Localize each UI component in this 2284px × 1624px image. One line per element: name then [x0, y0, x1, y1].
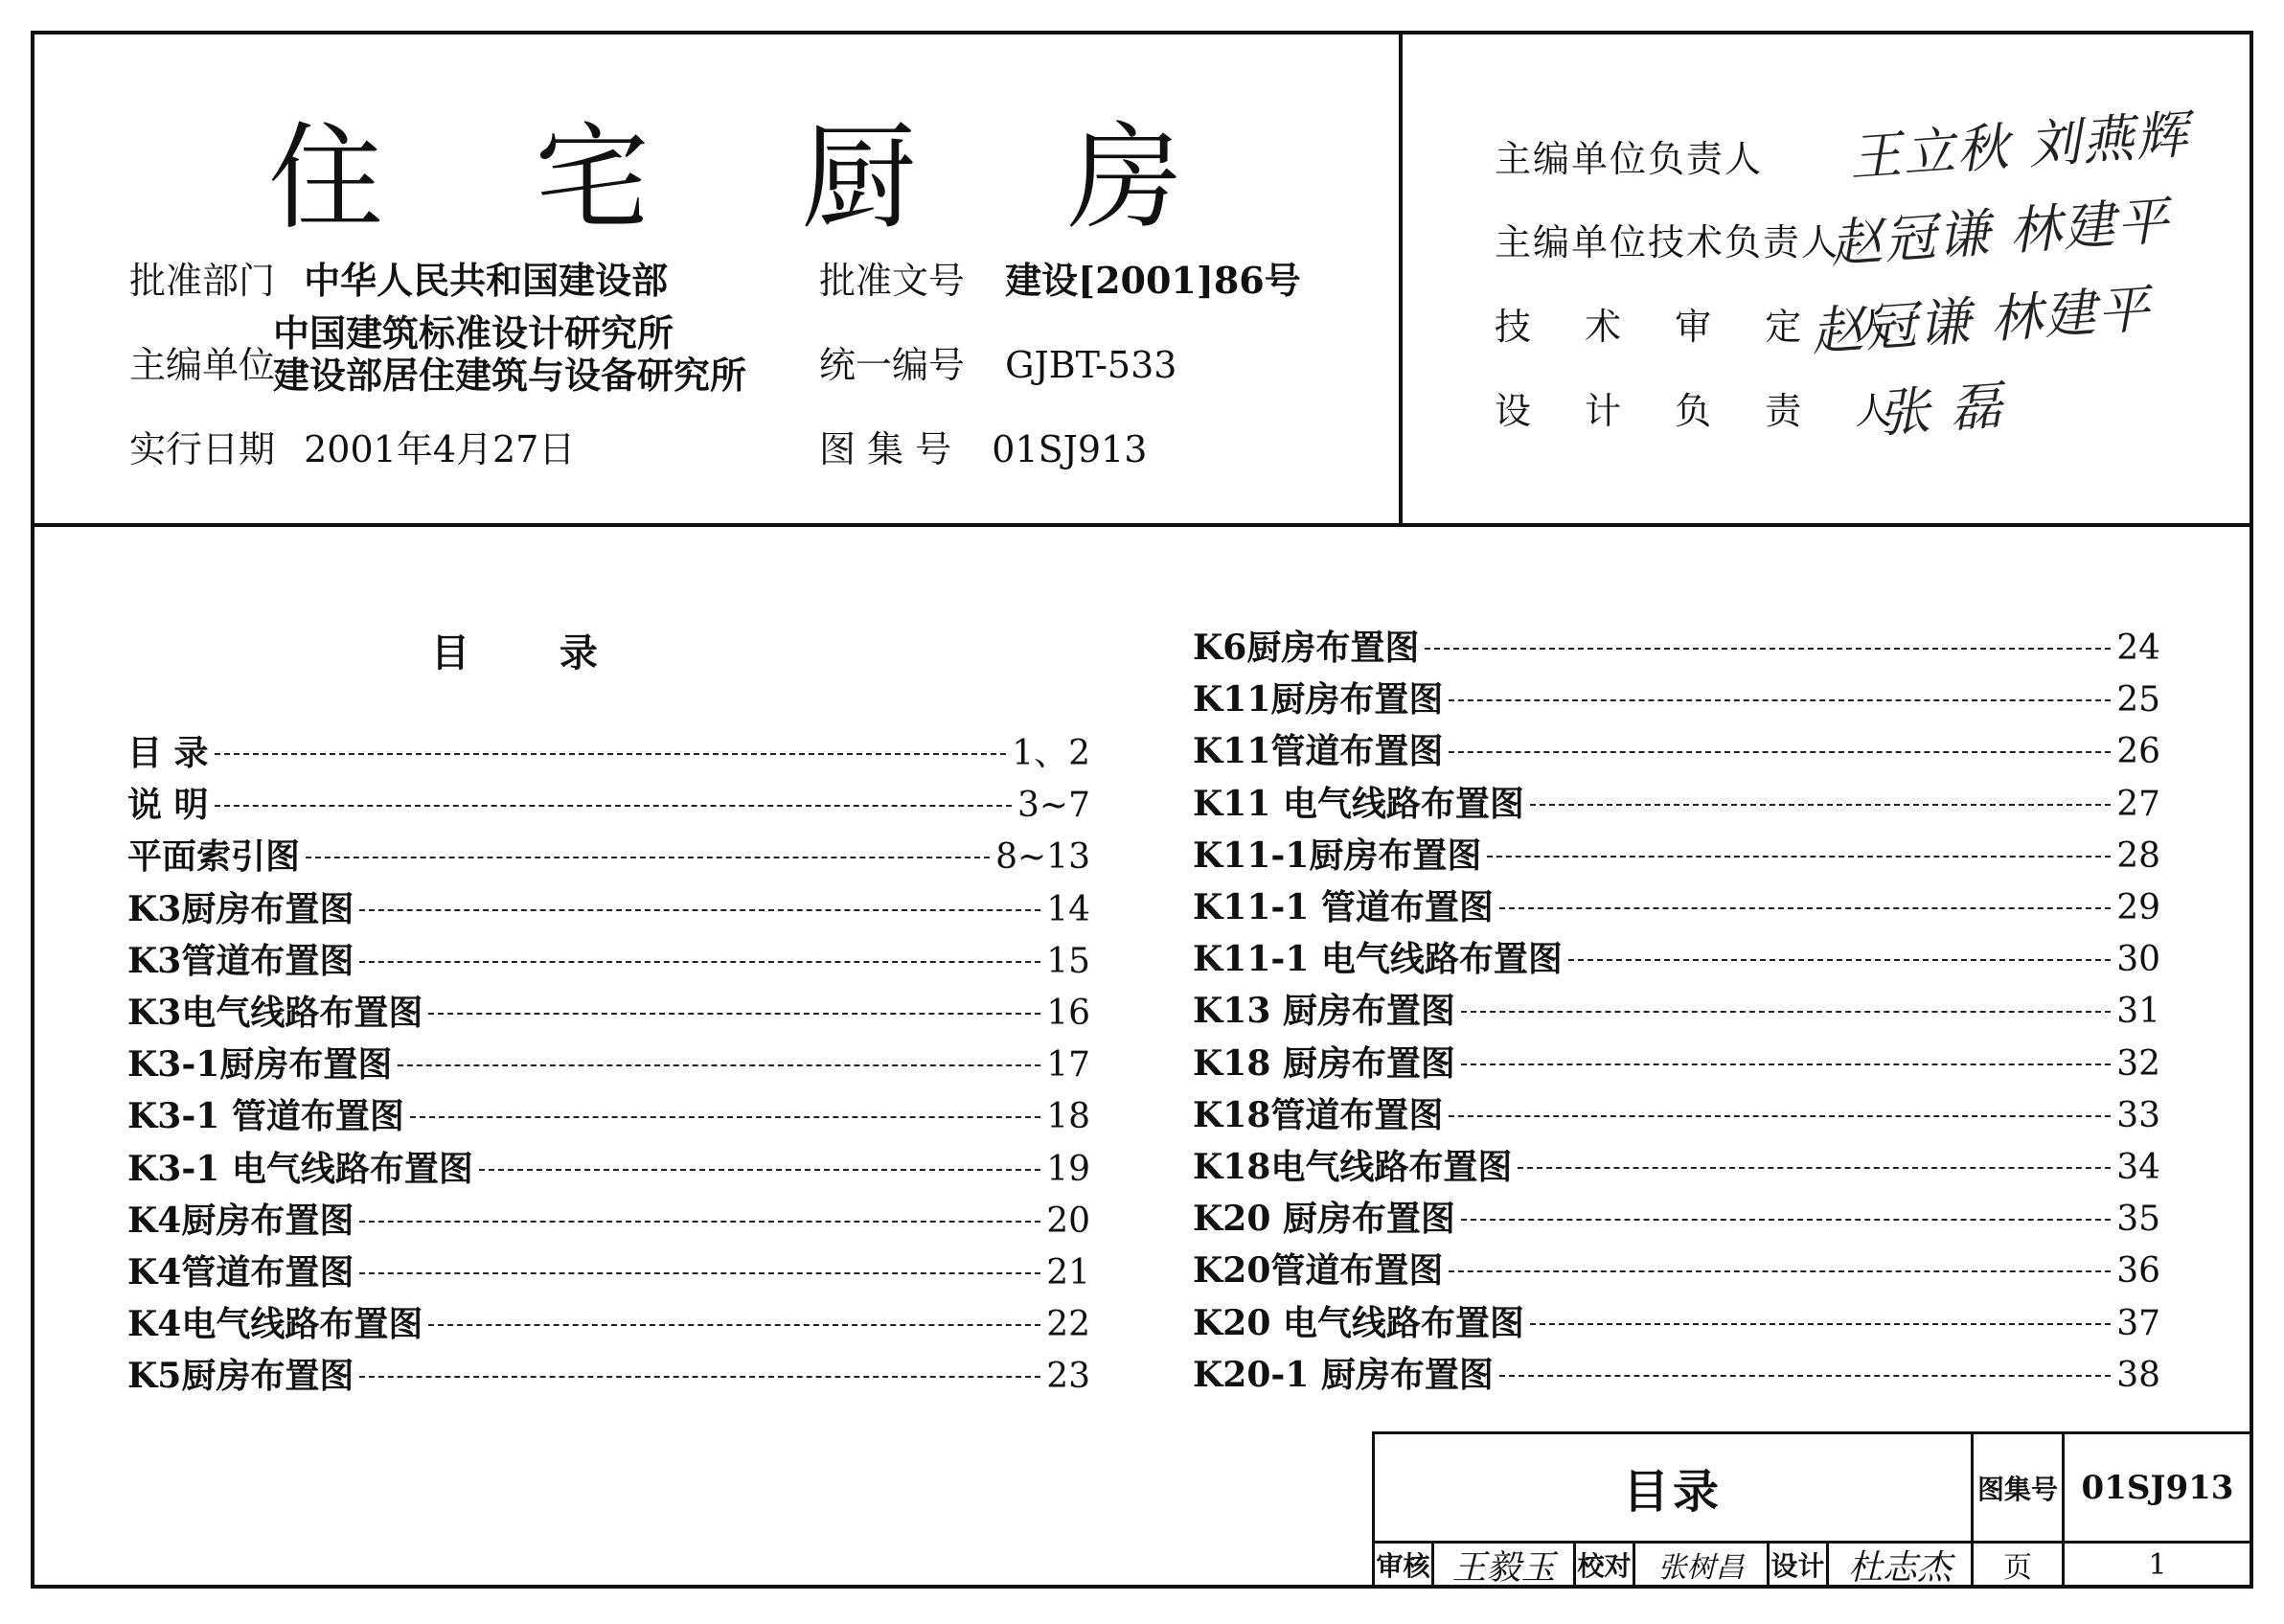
review-signature: 王毅玉 [1434, 1544, 1576, 1589]
toc-entry-title: K3管道布置图 [127, 940, 354, 981]
signature-chief-unit: 王立秋 刘燕辉 [1847, 103, 2192, 189]
toc-entry-title: K4管道布置图 [127, 1252, 354, 1292]
toc-entry-page: 17 [1046, 1045, 1090, 1086]
toc-entry [127, 1246, 1090, 1292]
toc-entry [1193, 777, 2160, 823]
toc-leader-dots [1461, 1064, 2111, 1065]
toc-entry [1193, 1088, 2160, 1134]
toc-entry [127, 1089, 1090, 1135]
toc-leader-dots [359, 1272, 1040, 1274]
toc-entry-page: 21 [1046, 1253, 1090, 1292]
meta-approval-no: 批准文号 建设[2001]86号 [819, 259, 1301, 302]
title-block-name: 目录 [1375, 1434, 1974, 1544]
toc-entry-page: 37 [2116, 1303, 2160, 1343]
toc-entry [1193, 673, 2160, 719]
toc-entry-page: 35 [2116, 1200, 2160, 1240]
toc-leader-dots [1530, 1323, 2111, 1325]
toc-entry-page: 14 [1046, 889, 1090, 929]
toc-entry-title: 说 明 [127, 785, 209, 826]
check-label: 校对 [1576, 1544, 1635, 1589]
toc-entry [127, 882, 1090, 928]
meta-unified-no: 统一编号 GJBT-533 [819, 344, 1177, 386]
toc-entry-page: 34 [2116, 1148, 2160, 1187]
toc-leader-dots [1530, 804, 2111, 806]
toc-entry-title: K3-1厨房布置图 [127, 1044, 393, 1086]
toc-entry-title: K18管道布置图 [1193, 1094, 1444, 1135]
toc-entry-page: 16 [1046, 994, 1090, 1033]
toc-entry-page: 33 [2116, 1095, 2160, 1135]
toc-entry [127, 1349, 1090, 1395]
toc-heading: 目 录 [431, 630, 636, 675]
signature-tech-reviewer: 赵冠谦 林建平 [1809, 278, 2154, 363]
toc-entry [1193, 829, 2160, 875]
toc-leader-dots [1499, 1375, 2111, 1377]
toc-leader-dots [410, 1116, 1040, 1118]
title-block [1372, 1431, 2253, 1589]
toc-entry-page: 36 [2116, 1251, 2160, 1292]
toc-entry-page: 32 [2116, 1043, 2160, 1084]
toc-entry-title: K20 电气线路布置图 [1193, 1302, 1524, 1343]
responsible-chief-unit: 主编单位负责人 [1495, 138, 1764, 180]
toc-leader-dots [428, 1013, 1040, 1015]
toc-leader-dots [1449, 751, 2111, 753]
toc-entry [127, 1142, 1090, 1188]
toc-entry-page: 24 [2116, 629, 2160, 668]
toc-entry-title: K4电气线路布置图 [127, 1304, 423, 1345]
toc-entry-title: K18电气线路布置图 [1193, 1147, 1513, 1187]
toc-entry-title: K3电气线路布置图 [127, 993, 423, 1033]
responsible-design-lead: 设 计 负 责 人 [1495, 390, 1913, 432]
toc-leader-dots [398, 1064, 1040, 1066]
toc-entry [1193, 1140, 2160, 1186]
meta-approval-dept: 批准部门 中华人民共和国建设部 [129, 259, 669, 302]
toc-entry-title: K11管道布置图 [1193, 731, 1444, 772]
toc-entry-page: 26 [2116, 732, 2160, 772]
page-label: 页 [1974, 1544, 2065, 1589]
toc-entry-title: K20-1 厨房布置图 [1193, 1354, 1494, 1395]
toc-entry-title: K11厨房布置图 [1193, 679, 1444, 721]
toc-leader-dots [359, 961, 1040, 963]
toc-entry-page: 30 [2116, 940, 2160, 980]
toc-entry-page: 31 [2116, 992, 2160, 1032]
toc-entry [127, 1194, 1090, 1240]
page-number: 1 [2065, 1544, 2253, 1589]
toc-entry [1193, 984, 2160, 1030]
toc-entry-page: 22 [1046, 1305, 1090, 1345]
signature-design-lead: 张 磊 [1876, 375, 2006, 445]
toc-entry-title: K11-1 管道布置图 [1193, 887, 1494, 927]
toc-entry-title: K20 厨房布置图 [1193, 1199, 1455, 1240]
toc-entry [1193, 724, 2160, 770]
header-divider [31, 523, 2253, 527]
toc-entry-page: 28 [2116, 835, 2160, 876]
toc-entry [127, 726, 1090, 772]
toc-leader-dots [215, 805, 1012, 807]
toc-entry [1193, 1296, 2160, 1342]
toc-entry-page: 19 [1046, 1149, 1090, 1189]
toc-leader-dots [359, 1376, 1040, 1378]
toc-entry-page: 3~7 [1017, 786, 1090, 826]
toc-leader-dots [215, 753, 1007, 755]
toc-entry-title: K3-1 电气线路布置图 [127, 1148, 473, 1189]
toc-entry-title: K3-1 管道布置图 [127, 1096, 404, 1137]
toc-entry-page: 18 [1046, 1097, 1090, 1137]
toc-leader-dots [1568, 959, 2111, 961]
title-block-atlas-no: 01SJ913 [2065, 1434, 2253, 1544]
toc-entry [127, 778, 1090, 824]
toc-entry-title: K11-1 电气线路布置图 [1193, 939, 1563, 980]
document-title: 住 宅 厨 房 [268, 112, 1241, 245]
toc-entry [1193, 621, 2160, 667]
toc-entry-page: 29 [2116, 888, 2160, 927]
toc-leader-dots [1461, 1011, 2111, 1013]
toc-entry-page: 1、2 [1012, 734, 1090, 773]
toc-entry [1193, 1192, 2160, 1238]
toc-entry-title: K11 电气线路布置图 [1193, 783, 1524, 824]
toc-entry [127, 1038, 1090, 1084]
toc-entry [1193, 1348, 2160, 1394]
toc-entry-page: 8~13 [995, 837, 1090, 878]
toc-entry-title: K6厨房布置图 [1193, 628, 1420, 668]
review-label: 审核 [1375, 1544, 1434, 1589]
toc-leader-dots [1449, 1270, 2111, 1272]
toc-entry [127, 986, 1090, 1032]
toc-leader-dots [479, 1169, 1040, 1171]
meta-editor-unit-label: 主编单位 [129, 344, 276, 386]
toc-entry-page: 27 [2116, 784, 2160, 824]
toc-entry [127, 934, 1090, 980]
toc-leader-dots [306, 857, 990, 858]
toc-entry [1193, 1244, 2160, 1290]
responsible-tech-chief: 主编单位技术负责人 [1495, 221, 1840, 263]
toc-entry-title: K3厨房布置图 [127, 888, 354, 929]
toc-entry-title: K20管道布置图 [1193, 1250, 1444, 1292]
check-signature: 张树昌 [1635, 1544, 1770, 1589]
toc-entry-title: K5厨房布置图 [127, 1356, 354, 1397]
toc-leader-dots [359, 1221, 1040, 1223]
toc-entry-title: K13 厨房布置图 [1193, 991, 1455, 1032]
toc-entry [127, 1297, 1090, 1343]
design-label: 设计 [1770, 1544, 1829, 1589]
toc-entry-page: 15 [1046, 941, 1090, 981]
toc-entry-title: 目 录 [127, 733, 209, 773]
toc-leader-dots [428, 1324, 1040, 1326]
toc-entry [1193, 1037, 2160, 1083]
toc-leader-dots [1487, 856, 2111, 858]
toc-entry [1193, 881, 2160, 926]
title-block-atlas-label: 图集号 [1974, 1434, 2065, 1544]
toc-leader-dots [1461, 1219, 2111, 1221]
toc-leader-dots [1425, 648, 2111, 650]
toc-entry-page: 25 [2116, 680, 2160, 721]
signature-tech-chief: 赵冠谦 林建平 [1828, 190, 2173, 275]
toc-entry-page: 23 [1046, 1357, 1090, 1397]
toc-leader-dots [359, 909, 1040, 911]
meta-effective-date: 实行日期 2001年4月27日 [129, 428, 576, 470]
toc-entry-page: 20 [1046, 1201, 1090, 1241]
toc-entry-page: 38 [2116, 1355, 2160, 1395]
toc-leader-dots [1499, 907, 2111, 909]
toc-leader-dots [1449, 699, 2111, 701]
toc-entry [127, 830, 1090, 876]
design-signature: 杜志杰 [1829, 1544, 1974, 1589]
meta-editor-unit-value: 中国建筑标准设计研究所 建设部居住建筑与设备研究所 [273, 311, 747, 397]
toc-entry-title: K4厨房布置图 [127, 1200, 354, 1241]
toc-entry-title: K11-1厨房布置图 [1193, 835, 1482, 876]
toc-entry [1193, 932, 2160, 978]
toc-leader-dots [1449, 1115, 2111, 1117]
responsible-tech-reviewer: 技 术 审 定 人 [1495, 306, 1913, 348]
toc-leader-dots [1518, 1167, 2111, 1169]
toc-entry-title: 平面索引图 [127, 836, 301, 878]
meta-atlas-no: 图 集 号 01SJ913 [819, 428, 1148, 470]
toc-entry-title: K18 厨房布置图 [1193, 1042, 1455, 1084]
